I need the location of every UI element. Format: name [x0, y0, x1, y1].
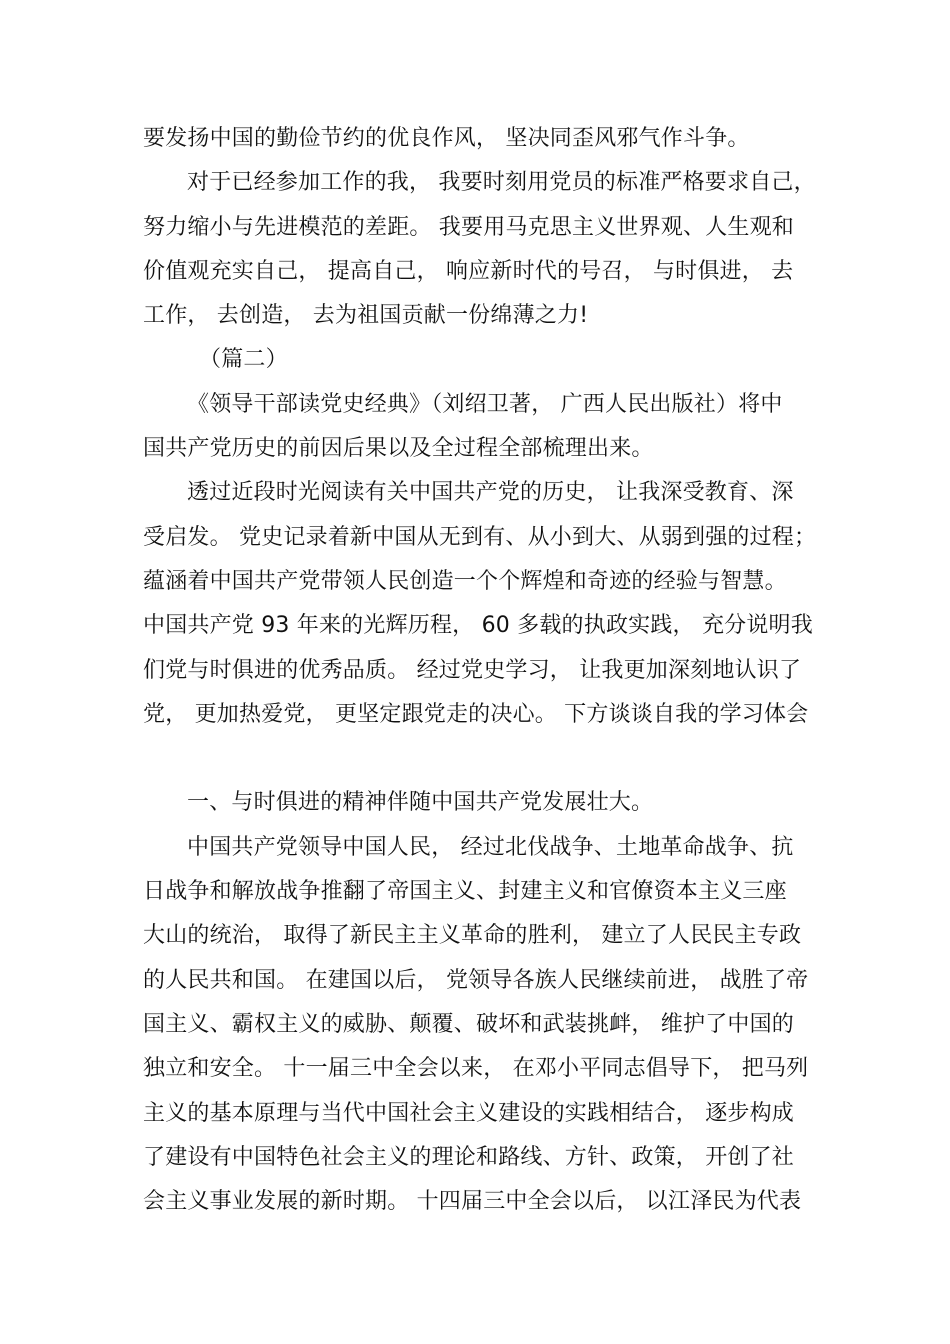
text-line: 受启发。 党史记录着新中国从无到有、从小到大、从弱到强的过程； — [143, 524, 817, 550]
text-line: 要发扬中国的勤俭节约的优良作风， 坚决同歪风邪气作斗争。 — [143, 126, 750, 151]
document-body — [143, 117, 815, 1224]
text-line: 独立和安全。 十一届三中全会以来， 在邓小平同志倡导下， 把马列 — [143, 1056, 809, 1082]
text-line: 透过近段时光阅读有关中国共产党的历史， 让我深受教育、深 — [187, 480, 794, 506]
text-line: 努力缩小与先进模范的差距。 我要用马克思主义世界观、人生观和 — [143, 214, 794, 240]
subsection-heading: 一、与时俱进的精神伴随中国共产党发展壮大。 — [187, 790, 654, 816]
text-line: 的人民共和国。 在建国以后， 党领导各族人民继续前进， 战胜了帝 — [143, 967, 809, 993]
text-line: 中国共产党 93 年来的光辉历程， 60 多载的执政实践， 充分说明我 — [143, 613, 813, 639]
text-line: 价值观充实自己， 提高自己， 响应新时代的号召， 与时俱进， 去 — [143, 258, 794, 284]
section-heading: （篇二） — [199, 347, 288, 373]
text-line: 国主义、霸权主义的威胁、颠覆、破坏和武装挑衅， 维护了中国的 — [143, 1011, 794, 1037]
text-line: 党， 更加热爱党， 更坚定跟党走的决心。 下方谈谈自我的学习体会 — [143, 701, 809, 727]
text-line: 会主义事业发展的新时期。 十四届三中全会以后， 以江泽民为代表 — [143, 1189, 802, 1215]
text-line: 主义的基本原理与当代中国社会主义建设的实践相结合， 逐步构成 — [143, 1100, 794, 1126]
text-line: 大山的统治， 取得了新民主主义革命的胜利， 建立了人民民主专政 — [143, 923, 802, 949]
text-line: 国共产党历史的前因后果以及全过程全部梳理出来。 — [143, 436, 654, 462]
text-line: 了建设有中国特色社会主义的理论和路线、方针、政策， 开创了社 — [143, 1144, 794, 1170]
text-line: 蕴涵着中国共产党带领人民创造一个个辉煌和奇迹的经验与智慧。 — [143, 568, 787, 594]
text-line: 工作， 去创造， 去为祖国贡献一份绵薄之力! — [143, 303, 589, 329]
text-line: 们党与时俱进的优秀品质。 经过党史学习， 让我更加深刻地认识了 — [143, 657, 802, 683]
text-line: 《领导干部读党史经典》（刘绍卫著， 广西人民出版社）将中 — [187, 391, 783, 417]
blank-line — [143, 737, 815, 781]
text-line: 对于已经参加工作的我， 我要时刻用党员的标准严格要求自己， — [187, 170, 816, 196]
text-line: 日战争和解放战争推翻了帝国主义、封建主义和官僚资本主义三座 — [143, 879, 787, 905]
text-line: 中国共产党领导中国人民， 经过北伐战争、土地革命战争、抗 — [187, 834, 794, 860]
